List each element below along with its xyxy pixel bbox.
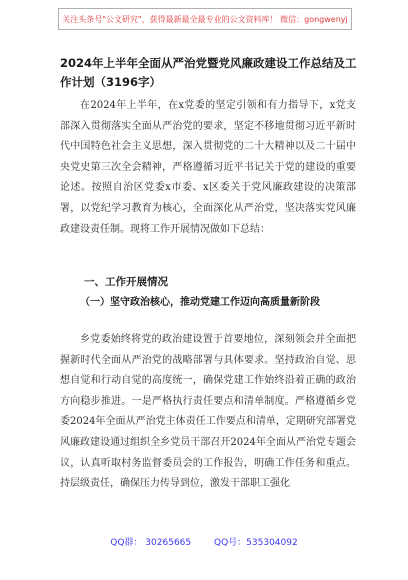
subsection-heading-1: （一）坚守政治核心，推动党建工作迈向高质量新阶段	[80, 297, 320, 308]
body-paragraph-1: 在2024年上半年，在x党委的坚定引领和有力指导下，x党支部深入贯彻落实全面从严治党的要求，坚定不移地贯彻习近平新时代中国特色社会主义思想，深入贯彻党的二十大精神以及二十届中央党史第三次全会精神，严格遵循习近平书记关于党的建设的重要论述。按照自治区党委x市委、x区委关于党风廉政建设的决策部署，以党纪学习教育为核心，全面深化从严治党，坚决落实党风廉政建设责任制。现将工作开展情况做如下总结：	[60, 100, 356, 235]
top-banner	[58, 8, 352, 30]
section-heading-1: 一、工作开展情况	[84, 276, 168, 288]
banner-text: 关注头条号"公文研究"，获得最新最全最专业的公文资料库！ 微信：gongwenyj	[62, 14, 348, 24]
footer-contact: QQ群： 30265665 QQ号：535304092	[110, 538, 298, 548]
body-paragraph-2: 乡党委始终将党的政治建设置于首要地位，深刻领会并全面把握新时代全面从严治党的战略部署与具体要求。坚持政治自觉、思想自觉和行动自觉的高度统一，确保党建工作始终沿着正确的政治方向稳步推进。一是严格执行责任要点和清单制度。严格遵循乡党委2024年全面从严治党主体责任工作要点和清单，定期研究部署党风廉政建设通过组织全乡党员干部召开2024年全面从严治党专题会议，认真听取村务监督委员会的工作报告，明确工作任务和重点。持层级责任，确保压力传导到位，激发干部职工强化	[60, 334, 356, 490]
document-title: 2024年上半年全面从严治党暨党风廉政建设工作总结及工作计划（3196字）	[60, 56, 357, 89]
